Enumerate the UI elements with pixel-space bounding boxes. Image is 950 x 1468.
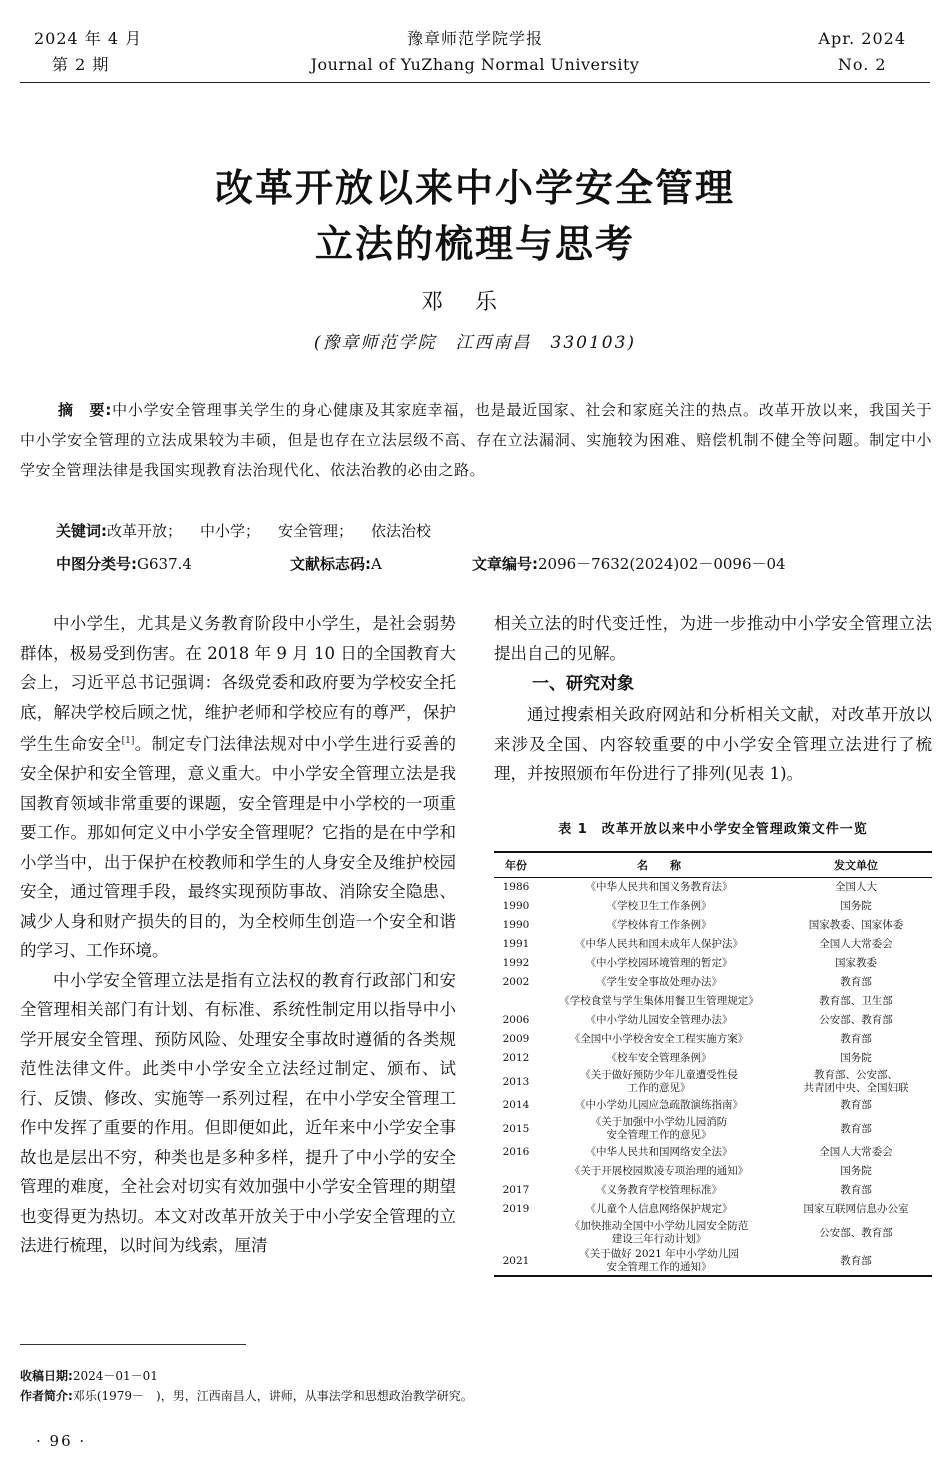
- table-row: [494, 1049, 932, 1068]
- row-year: [494, 992, 538, 1011]
- article-label: 文章编号:: [472, 555, 538, 573]
- header-rule: [20, 82, 930, 83]
- abstract-text: 中小学安全管理事关学生的身心健康及其家庭幸福，也是最近国家、社会和家庭关注的热点。改革开放以来，我国关于中小学安全管理的立法成果较为丰硕，但是也存在立法层级不高、存在立法漏洞、实施较为困难、赔偿机制不健全等问题。制定中小学安全管理法律是我国实现教育法治现代化、依法治教的必由之路。: [20, 401, 933, 479]
- row-name: 《中小学幼儿园应急疏散演练指南》: [575, 1099, 743, 1111]
- body-left-column: [20, 609, 456, 1261]
- row-year: 1990: [502, 919, 530, 931]
- clc-number: [56, 551, 192, 577]
- doc-label: 文献标志码:: [290, 555, 371, 573]
- row-year: 2013: [502, 1075, 530, 1088]
- row-name: 《关于做好 2021 年中小学幼儿园 安全管理工作的通知》: [538, 1247, 780, 1276]
- header-date-en: Apr. 2024: [818, 29, 906, 48]
- row-unit: 国家教委、国家体委: [808, 919, 904, 931]
- keyword: 安全管理；: [278, 522, 354, 540]
- row-name: 《中华人民共和国义务教育法》: [585, 881, 733, 893]
- received-date: 收稿日期:2024－01－01: [20, 1369, 158, 1383]
- citation: [1]: [121, 736, 135, 746]
- row-unit: 教育部、公安部、 共青团中央、全国妇联: [803, 1069, 909, 1094]
- body-right-column: [494, 609, 932, 789]
- page-number: · 96 ·: [36, 1432, 87, 1450]
- table-row: [494, 973, 932, 992]
- row-unit: 国家教委: [835, 957, 877, 969]
- table-row: [494, 992, 932, 1011]
- row-name: 《学校食堂与学生集体用餐卫生管理规定》: [559, 995, 759, 1007]
- table-row: [494, 1096, 932, 1115]
- keyword: 依法治校: [371, 522, 432, 540]
- row-year: 2017: [502, 1184, 530, 1196]
- table-row: [494, 1143, 932, 1162]
- row-year: 2009: [502, 1033, 530, 1045]
- table-row: [494, 1181, 932, 1200]
- document-code: [290, 551, 382, 577]
- row-unit: 国务院: [840, 1052, 872, 1064]
- table-row: [494, 1030, 932, 1049]
- journal-title-cn: 豫章师范学院学报: [406, 29, 543, 48]
- clc-label: 中图分类号:: [56, 555, 137, 573]
- table-row: [494, 935, 932, 954]
- row-name: 《中小学幼儿园安全管理办法》: [585, 1014, 733, 1026]
- table-row: [494, 1162, 932, 1181]
- row-unit: 国务院: [840, 900, 872, 912]
- keywords: [56, 518, 449, 544]
- row-unit: 教育部、卫生部: [819, 995, 893, 1007]
- row-name: 《中华人民共和国网络安全法》: [585, 1146, 733, 1158]
- row-unit: 公安部、教育部: [819, 1014, 893, 1026]
- row-name: 《关于开展校园欺凌专项治理的通知》: [569, 1165, 749, 1177]
- row-unit: 教育部: [840, 1184, 872, 1196]
- article-value: 2096－7632(2024)02－0096－04: [538, 555, 786, 573]
- title-line-2: 立法的梳理与思考: [314, 222, 635, 266]
- abstract-label: 摘 要:: [58, 401, 112, 419]
- row-unit: 国家互联网信息办公室: [803, 1203, 909, 1215]
- row-name: 《中小学校园环境管理的暂定》: [585, 957, 733, 969]
- header-center: [0, 26, 950, 78]
- row-year: 2019: [502, 1203, 530, 1215]
- table-row: [494, 1200, 932, 1219]
- table-row: [494, 954, 932, 973]
- row-name: 《儿童个人信息网络保护规定》: [585, 1203, 733, 1215]
- title-line-1: 改革开放以来中小学安全管理: [214, 166, 735, 210]
- abstract: [20, 395, 932, 485]
- row-name: 《学校卫生工作条例》: [606, 900, 712, 912]
- body-paragraph: 中小学生，尤其是义务教育阶段中小学生，是社会弱势群体，极易受到伤害。在 2018 年 9 月 10 日的全国教育大会上，习近平总书记强调：各级党委和政府要为学校安全托底，解决学校后顾之忧，维护老师和学校应有的尊严，保护学生生命安全[1]。制定专门法律法规对中小学生进行妥善的安全保护和安全管理，意义重大。中小学安全管理立法是我国教育领域非常重要的课题，安全管理是中小学校的一项重要工作。那如何定义中小学安全管理呢？它指的是在中学和小学当中，出于保护在校教师和学生的人身安全及维护校园安全，通过管理手段，最终实现预防事故、消除安全隐患、减少人身和财产损失的目的，为全校师生创造一个安全和谐的学习、工作环境。: [20, 614, 457, 960]
- keywords-label: 关键词:: [56, 522, 107, 540]
- table-row: [494, 897, 932, 916]
- section-heading: 一、研究对象: [532, 674, 634, 694]
- row-unit: 全国人大: [835, 881, 877, 893]
- row-unit: 国务院: [840, 1165, 872, 1177]
- row-name: 《学生安全事故处理办法》: [596, 976, 722, 988]
- table-row: [494, 916, 932, 935]
- row-unit: 教育部: [840, 1033, 872, 1045]
- table-row: [494, 1115, 932, 1143]
- policy-table: [494, 851, 932, 1277]
- journal-title-en: Journal of YuZhang Normal University: [310, 55, 640, 74]
- body-paragraph: 中小学安全管理立法是指有立法权的教育行政部门和安全管理相关部门有计划、有标准、系统性制定用以指导中小学开展安全管理、预防风险、处理安全事故时遵循的各类规范性法律文件。此类中小学安全立法经过制定、颁布、试行、反馈、修改、实施等一系列过程，在中小学安全管理工作中发挥了重要的作用。但即便如此，近年来中小学安全事故也是层出不穷，种类也是多种多样，提升了中小学的安全管理的难度，全社会对切实有效加强中小学安全管理的期望也变得更为热切。本文对改革开放关于中小学安全管理的立法进行梳理，以时间为线索，厘清: [20, 970, 456, 1255]
- footnote-rule: [20, 1344, 246, 1345]
- row-year: 2006: [502, 1014, 530, 1026]
- row-year: 2021: [494, 1247, 538, 1276]
- table-row: [494, 1011, 932, 1030]
- header-date-cn: 2024 年 4 月: [34, 29, 143, 48]
- row-year: 2012: [502, 1052, 530, 1064]
- author-affiliation: (豫章师范学院 江西南昌 330103): [313, 333, 637, 353]
- table-caption: 表 1 改革开放以来中小学安全管理政策文件一览: [558, 822, 868, 837]
- clc-value: G637.4: [137, 555, 192, 573]
- author-bio: 作者简介:邓乐(1979－ )，男，江西南昌人，讲师，从事法学和思想政治教学研究。: [20, 1389, 473, 1403]
- row-year: 1991: [502, 938, 530, 950]
- row-unit: 公安部、教育部: [819, 1226, 893, 1239]
- author-name: 邓乐: [420, 290, 529, 315]
- row-year: 2014: [502, 1099, 530, 1111]
- row-year: [494, 1162, 538, 1181]
- keyword: 改革开放；: [107, 522, 183, 540]
- row-unit: 教育部: [840, 1099, 872, 1111]
- row-year: 1986: [502, 881, 530, 893]
- row-year: 1990: [502, 900, 530, 912]
- row-unit: 全国人大常委会: [819, 1146, 893, 1158]
- row-year: 2016: [502, 1146, 530, 1158]
- row-unit: 教育部: [840, 976, 872, 988]
- header-issue-en: No. 2: [837, 55, 887, 74]
- row-name: 《全国中小学校舍安全工程实施方案》: [569, 1033, 749, 1045]
- row-year: [494, 1219, 538, 1247]
- header-year: 年份: [494, 852, 538, 878]
- row-year: 2002: [502, 976, 530, 988]
- row-unit: 教育部: [840, 1122, 872, 1135]
- row-name: 《校车安全管理条例》: [606, 1052, 712, 1064]
- keyword: 中小学；: [200, 522, 261, 540]
- doc-value: A: [371, 555, 382, 573]
- header-name: 名 称: [538, 852, 780, 878]
- header-right: [818, 26, 906, 78]
- table-row: [494, 1068, 932, 1096]
- row-name: 《加快推动全国中小学幼儿园安全防范 建设三年行动计划》: [569, 1220, 749, 1245]
- article-number: [472, 551, 786, 577]
- body-paragraph: 通过搜索相关政府网站和分析相关文献，对改革开放以来涉及全国、内容较重要的中小学安全管理立法进行了梳理，并按照颁布年份进行了排列(见表 1)。: [494, 705, 932, 783]
- row-unit: 全国人大常委会: [819, 938, 893, 950]
- row-name: 《义务教育学校管理标准》: [596, 1184, 722, 1196]
- body-paragraph: 相关立法的时代变迁性，为进一步推动中小学安全管理立法提出自己的见解。: [494, 614, 932, 663]
- table-header-row: [494, 852, 932, 878]
- row-year: 1992: [502, 957, 530, 969]
- article-title: [0, 160, 950, 272]
- row-name: 《关于做好预防少年儿童遭受性侵 工作的意见》: [580, 1069, 738, 1094]
- header-unit: 发文单位: [780, 852, 932, 878]
- row-year: 2015: [502, 1122, 530, 1135]
- table-row: [494, 1219, 932, 1247]
- header-issue-cn: 第 2 期: [52, 55, 110, 74]
- row-name: 《关于加强中小学幼儿园消防 安全管理工作的意见》: [590, 1116, 728, 1141]
- row-unit: 教育部: [780, 1247, 932, 1276]
- table-row: [494, 878, 932, 898]
- row-name: 《中华人民共和国未成年人保护法》: [575, 938, 743, 950]
- table-row: [494, 1247, 932, 1276]
- row-name: 《学校体育工作条例》: [606, 919, 712, 931]
